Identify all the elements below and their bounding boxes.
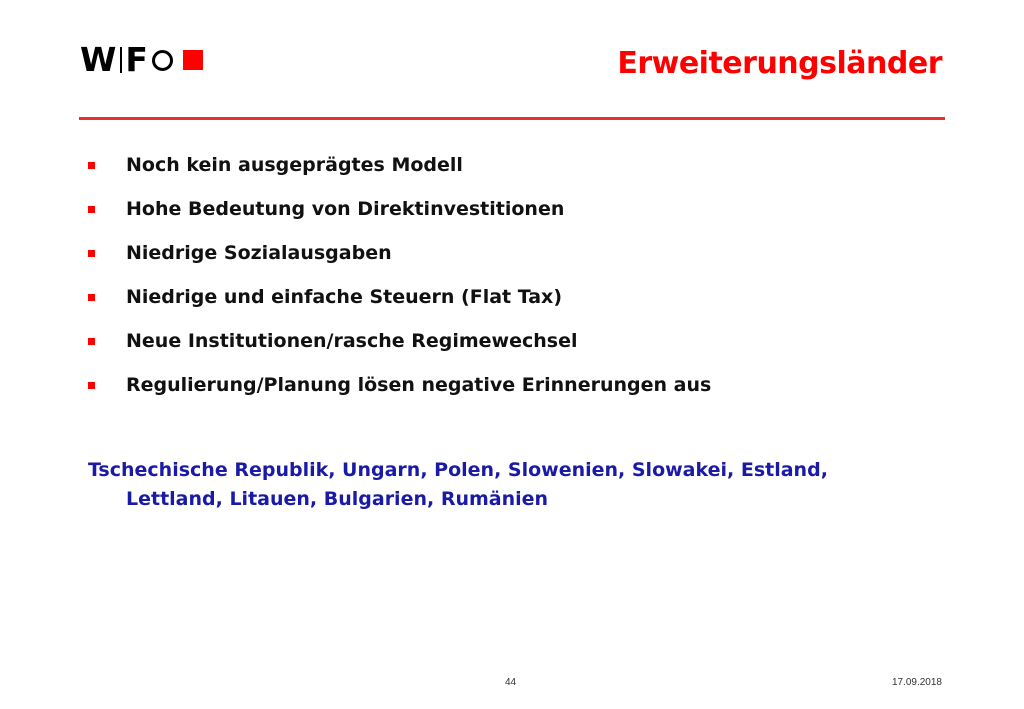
- logo-square-icon: [183, 50, 203, 70]
- page-number: 44: [505, 677, 517, 688]
- bullet-text: Neue Institutionen/rasche Regimewechsel: [126, 330, 578, 352]
- country-list-line-2: Lettland, Litauen, Bulgarien, Rumänien: [126, 488, 549, 510]
- logo-circle-icon: [152, 50, 173, 71]
- logo-bar: [120, 47, 122, 73]
- bullet-list: [88, 143, 711, 407]
- footer-date: 17.09.2018: [891, 677, 942, 688]
- bullet-item: [88, 143, 711, 187]
- bullet-square-icon: [88, 162, 95, 169]
- bullet-text: Hohe Bedeutung von Direktinvestitionen: [126, 198, 565, 220]
- logo-letter-f: F: [125, 40, 148, 79]
- bullet-item: [88, 319, 711, 363]
- bullet-square-icon: [88, 382, 95, 389]
- bullet-item: [88, 275, 711, 319]
- bullet-text: Niedrige Sozialausgaben: [126, 242, 392, 264]
- title-divider: [79, 117, 945, 120]
- bullet-text: Noch kein ausgeprägtes Modell: [126, 154, 463, 176]
- logo-letter-w: W: [80, 40, 117, 79]
- country-list: [88, 456, 968, 514]
- bullet-square-icon: [88, 206, 95, 213]
- wifo-logo: [80, 40, 203, 80]
- slide-title: Erweiterungsländer: [617, 46, 942, 81]
- bullet-square-icon: [88, 250, 95, 257]
- bullet-square-icon: [88, 294, 95, 301]
- bullet-square-icon: [88, 338, 95, 345]
- bullet-item: [88, 187, 711, 231]
- country-list-line-1: Tschechische Republik, Ungarn, Polen, Slowenien, Slowakei, Estland,: [88, 459, 828, 481]
- bullet-item: [88, 363, 711, 407]
- bullet-text: Niedrige und einfache Steuern (Flat Tax): [126, 286, 562, 308]
- bullet-item: [88, 231, 711, 275]
- bullet-text: Regulierung/Planung lösen negative Erinnerungen aus: [126, 374, 712, 396]
